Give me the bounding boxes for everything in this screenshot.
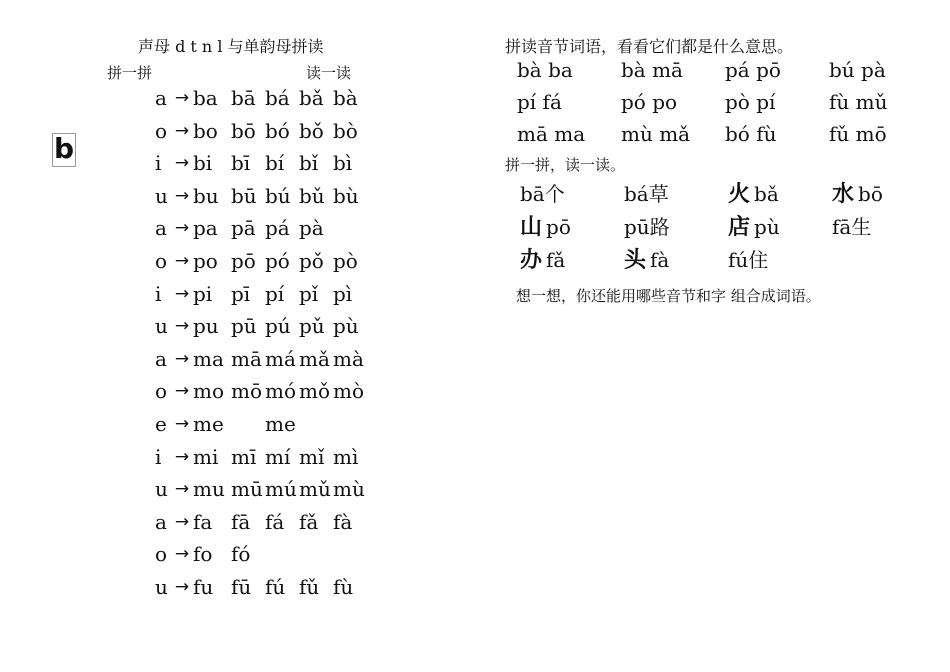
arrow-icon: → [174, 283, 190, 304]
arrow-icon: → [174, 511, 190, 532]
pinyin: fā [832, 215, 852, 239]
vowel: a [155, 216, 167, 241]
vowel: i [155, 281, 162, 306]
think-prompt: 想一想，你还能用哪些音节和字 组合成词语。 [516, 287, 821, 305]
toned-syllable: bí [265, 151, 285, 176]
syllable-row [155, 571, 367, 604]
toned-syllable: bú [265, 183, 291, 208]
toned-syllable: pū [231, 314, 257, 339]
syllable: bu [193, 183, 219, 208]
toned-syllable: bǒ [299, 118, 324, 143]
pinyin-word: fǔ mō [829, 122, 887, 146]
pinyin: pù [754, 215, 780, 239]
toned-syllable: mā [231, 346, 262, 371]
toned-syllable: fù [333, 574, 354, 599]
toned-syllable: fó [231, 542, 251, 567]
word-grid [517, 54, 933, 150]
toned-syllable: mǔ [299, 477, 331, 502]
char-pinyin-item [728, 178, 832, 211]
pinyin-word: bú pà [829, 58, 886, 82]
syllable: pa [193, 216, 218, 241]
syllable: bo [193, 118, 218, 143]
syllable-row [155, 408, 367, 441]
pinyin-word: mā ma [517, 122, 586, 146]
vowel: i [155, 444, 162, 469]
char-pinyin-item [728, 211, 832, 244]
pinyin: fà [650, 248, 670, 272]
pinyin: bō [858, 182, 883, 206]
syllable-row [155, 245, 367, 278]
vowel: o [155, 379, 168, 404]
toned-syllable [333, 408, 367, 441]
toned-syllable: pǒ [299, 248, 324, 273]
syllable: mu [193, 477, 225, 502]
vowel: u [155, 314, 168, 339]
toned-syllable: mǒ [299, 379, 331, 404]
pinyin: bǎ [754, 182, 779, 206]
arrow-icon: → [174, 316, 190, 337]
syllable-row [155, 212, 367, 245]
hanzi: 草 [648, 182, 669, 206]
char-pinyin-item [624, 211, 728, 244]
toned-syllable: bò [333, 118, 358, 143]
vowel: u [155, 477, 168, 502]
toned-syllable: mú [265, 477, 297, 502]
toned-syllable [265, 538, 299, 571]
toned-syllable: bō [231, 118, 256, 143]
char-pinyin-item [520, 211, 624, 244]
arrow-icon: → [174, 120, 190, 141]
syllable: mi [193, 444, 219, 469]
toned-syllable [333, 212, 367, 245]
pinyin-word: pò pí [725, 90, 776, 114]
word-row [517, 54, 933, 86]
vowel: o [155, 248, 168, 273]
toned-syllable: pà [299, 216, 324, 241]
pinyin-word: fù mǔ [829, 90, 888, 114]
char-pinyin-item [832, 211, 936, 244]
arrow-icon: → [174, 88, 190, 108]
toned-syllable: mà [333, 346, 364, 371]
toned-syllable: pī [231, 281, 251, 306]
syllable: fo [193, 542, 213, 567]
page-title: 声母 d t n l 与单韵母拼读 [138, 37, 324, 56]
toned-syllable: bù [333, 183, 359, 208]
syllable-row [155, 441, 367, 474]
toned-syllable: pó [265, 248, 290, 273]
pinyin: bā [520, 182, 545, 206]
toned-syllable: mī [231, 444, 257, 469]
toned-syllable: pù [333, 314, 359, 339]
toned-syllable: me [265, 411, 296, 436]
syllable-row [155, 278, 367, 311]
hanzi: 头 [624, 248, 647, 273]
toned-syllable: pō [231, 248, 256, 273]
toned-syllable: fǎ [299, 509, 319, 534]
syllable: mo [193, 379, 225, 404]
toned-syllable [299, 408, 333, 441]
toned-syllable: mǎ [299, 346, 330, 371]
toned-syllable [333, 538, 367, 571]
vowel: o [155, 118, 168, 143]
arrow-icon: → [174, 218, 190, 239]
arrow-icon: → [174, 153, 190, 174]
arrow-icon: → [174, 576, 190, 597]
toned-syllable: bó [265, 118, 290, 143]
toned-syllable: mū [231, 477, 263, 502]
arrow-icon: → [174, 185, 190, 206]
toned-syllable: pǐ [299, 281, 319, 306]
toned-syllable: fā [231, 509, 251, 534]
hanzi: 水 [832, 182, 855, 207]
arrow-icon: → [174, 348, 190, 369]
toned-syllable: pá [265, 216, 290, 241]
section-label-pin: 拼一拼 [107, 64, 153, 82]
toned-syllable: pì [333, 281, 353, 306]
toned-syllable: bǐ [299, 151, 319, 176]
syllable: ba [193, 86, 218, 110]
hanzi: 山 [520, 215, 543, 240]
syllable: pi [193, 281, 213, 306]
pinyin-word: bà mā [621, 58, 683, 82]
toned-syllable: bǎ [299, 86, 324, 110]
syllable-row [155, 506, 367, 539]
syllable: bi [193, 151, 213, 176]
section-label-du: 读一读 [306, 64, 352, 82]
hanzi: 生 [851, 215, 872, 239]
arrow-icon: → [174, 413, 190, 434]
toned-syllable: mì [333, 444, 359, 469]
syllable: fa [193, 509, 213, 534]
hanzi: 路 [649, 215, 670, 239]
char-pinyin-item [520, 244, 624, 277]
pinyin: fú [728, 248, 749, 272]
syllable-row [155, 115, 367, 148]
char-pinyin-item [728, 244, 832, 277]
syllable-row [155, 473, 367, 506]
syllable-table [155, 82, 367, 604]
pinyin: bá [624, 182, 649, 206]
toned-syllable [299, 538, 333, 571]
toned-syllable: fà [333, 509, 353, 534]
vowel: u [155, 574, 168, 599]
char-pinyin-item [832, 178, 936, 211]
pinyin: pū [624, 215, 650, 239]
toned-syllable: pò [333, 248, 358, 273]
pinyin-word: pí fá [517, 90, 562, 114]
arrow-icon: → [174, 544, 190, 565]
vowel: a [155, 509, 167, 534]
toned-syllable: pú [265, 314, 291, 339]
hanzi: 火 [728, 182, 751, 207]
pinyin: fǎ [546, 248, 566, 272]
vowel: o [155, 542, 168, 567]
vowel: u [155, 183, 168, 208]
word-row [517, 118, 933, 150]
char-row [520, 244, 936, 277]
pinyin-word: bà ba [517, 58, 573, 82]
toned-syllable: bā [231, 86, 256, 110]
toned-syllable: fū [231, 574, 252, 599]
toned-syllable: pǔ [299, 314, 325, 339]
syllable-row [155, 82, 367, 115]
toned-syllable: bì [333, 151, 353, 176]
pinyin: pō [546, 215, 571, 239]
initial-letter-box: b [53, 132, 75, 165]
toned-syllable: fá [265, 509, 285, 534]
vowel: a [155, 346, 167, 371]
toned-syllable: fǔ [299, 574, 320, 599]
syllable-row [155, 343, 367, 376]
toned-syllable: bū [231, 183, 257, 208]
syllable: fu [193, 574, 214, 599]
toned-syllable: bǔ [299, 183, 325, 208]
toned-syllable: pā [231, 216, 256, 241]
word-row [517, 86, 933, 118]
char-pinyin-item [624, 178, 728, 211]
toned-syllable: fú [265, 574, 286, 599]
syllable: po [193, 248, 218, 273]
arrow-icon: → [174, 381, 190, 402]
toned-syllable: mō [231, 379, 263, 404]
arrow-icon: → [174, 479, 190, 500]
exercise-subtitle: 拼一拼，读一读。 [505, 156, 626, 174]
toned-syllable: mí [265, 444, 291, 469]
toned-syllable: mó [265, 379, 297, 404]
syllable-row [155, 538, 367, 571]
toned-syllable [231, 408, 265, 441]
exercise-title: 拼读音节词语，看看它们都是什么意思。 [505, 37, 794, 56]
arrow-icon: → [174, 446, 190, 467]
pinyin-word: pá pō [725, 58, 781, 82]
syllable-row [155, 180, 367, 213]
vowel: i [155, 151, 162, 176]
pinyin-word: bó fù [725, 122, 777, 146]
arrow-icon: → [174, 250, 190, 271]
toned-syllable: bī [231, 151, 251, 176]
hanzi: 店 [728, 215, 751, 240]
syllable-row [155, 375, 367, 408]
toned-syllable: mù [333, 477, 365, 502]
hanzi: 住 [748, 248, 769, 272]
char-grid [520, 178, 936, 277]
toned-syllable: mò [333, 379, 365, 404]
pinyin-word: pó po [621, 90, 678, 114]
syllable: ma [193, 346, 224, 371]
toned-syllable: bá [265, 86, 290, 110]
char-row [520, 178, 936, 211]
syllable: me [193, 411, 224, 436]
toned-syllable: má [265, 346, 296, 371]
syllable-row [155, 310, 367, 343]
syllable-row [155, 147, 367, 180]
hanzi: 办 [520, 248, 543, 273]
toned-syllable: mǐ [299, 444, 325, 469]
char-pinyin-item [624, 244, 728, 277]
toned-syllable: pí [265, 281, 285, 306]
toned-syllable: bà [333, 86, 358, 110]
char-pinyin-item [520, 178, 624, 211]
char-row [520, 211, 936, 244]
syllable: pu [193, 314, 219, 339]
vowel: a [155, 86, 167, 110]
pinyin-word: mù mǎ [621, 122, 691, 146]
vowel: e [155, 411, 167, 436]
hanzi: 个 [544, 182, 565, 206]
